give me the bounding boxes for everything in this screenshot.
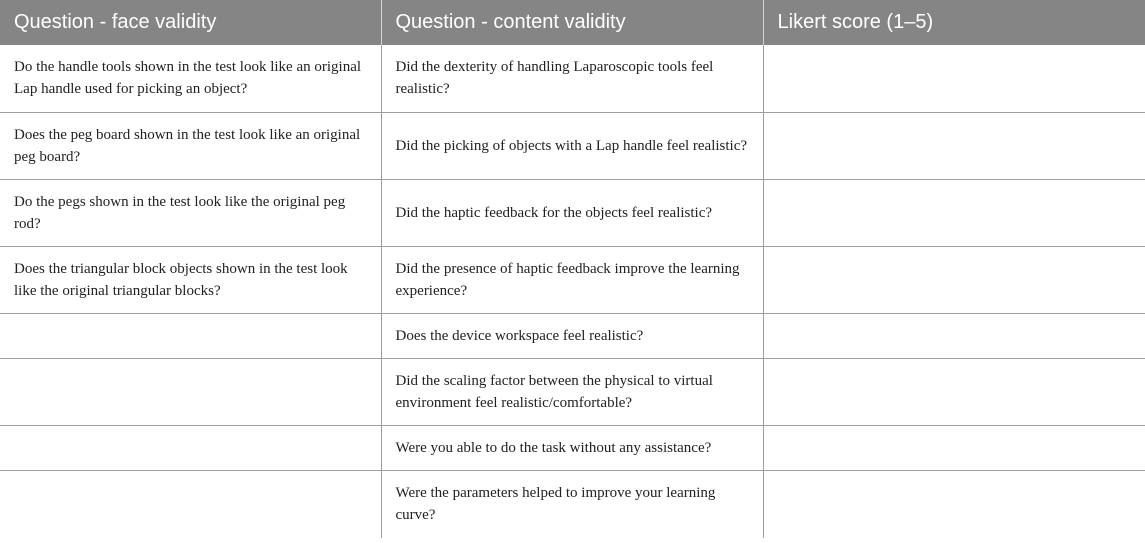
- face-validity-cell: Does the peg board shown in the test look like an original peg board?: [0, 112, 381, 179]
- table-row: [0, 45, 1145, 112]
- face-validity-cell: [0, 358, 381, 425]
- content-validity-cell: Did the haptic feedback for the objects feel realistic?: [381, 179, 763, 246]
- likert-score-cell: [763, 45, 1145, 112]
- content-validity-cell: Did the picking of objects with a Lap handle feel realistic?: [381, 112, 763, 179]
- face-validity-cell: [0, 425, 381, 470]
- table-row: [0, 246, 1145, 313]
- table-row: [0, 425, 1145, 470]
- likert-score-cell: [763, 179, 1145, 246]
- likert-score-cell: [763, 246, 1145, 313]
- likert-score-cell: [763, 470, 1145, 538]
- face-validity-cell: [0, 470, 381, 538]
- content-validity-cell: Did the dexterity of handling Laparoscopic tools feel realistic?: [381, 45, 763, 112]
- table-row: [0, 313, 1145, 358]
- face-validity-cell: Do the handle tools shown in the test look like an original Lap handle used for picking an object?: [0, 45, 381, 112]
- content-validity-cell: Does the device workspace feel realistic?: [381, 313, 763, 358]
- likert-score-cell: [763, 358, 1145, 425]
- header-content-validity: Question - content validity: [381, 0, 763, 45]
- content-validity-cell: Did the presence of haptic feedback improve the learning experience?: [381, 246, 763, 313]
- table-row: [0, 470, 1145, 538]
- table-body: [0, 45, 1145, 538]
- header-row: [0, 0, 1145, 45]
- table-row: [0, 179, 1145, 246]
- table-header: [0, 0, 1145, 45]
- face-validity-cell: [0, 313, 381, 358]
- table-row: [0, 112, 1145, 179]
- table-row: [0, 358, 1145, 425]
- face-validity-cell: Does the triangular block objects shown in the test look like the original triangular blocks?: [0, 246, 381, 313]
- content-validity-cell: Were you able to do the task without any assistance?: [381, 425, 763, 470]
- likert-score-cell: [763, 425, 1145, 470]
- likert-score-cell: [763, 112, 1145, 179]
- header-face-validity: Question - face validity: [0, 0, 381, 45]
- face-validity-cell: Do the pegs shown in the test look like the original peg rod?: [0, 179, 381, 246]
- likert-score-cell: [763, 313, 1145, 358]
- content-validity-cell: Did the scaling factor between the physical to virtual environment feel realistic/comfortable?: [381, 358, 763, 425]
- content-validity-cell: Were the parameters helped to improve your learning curve?: [381, 470, 763, 538]
- header-likert-score: Likert score (1–5): [763, 0, 1145, 45]
